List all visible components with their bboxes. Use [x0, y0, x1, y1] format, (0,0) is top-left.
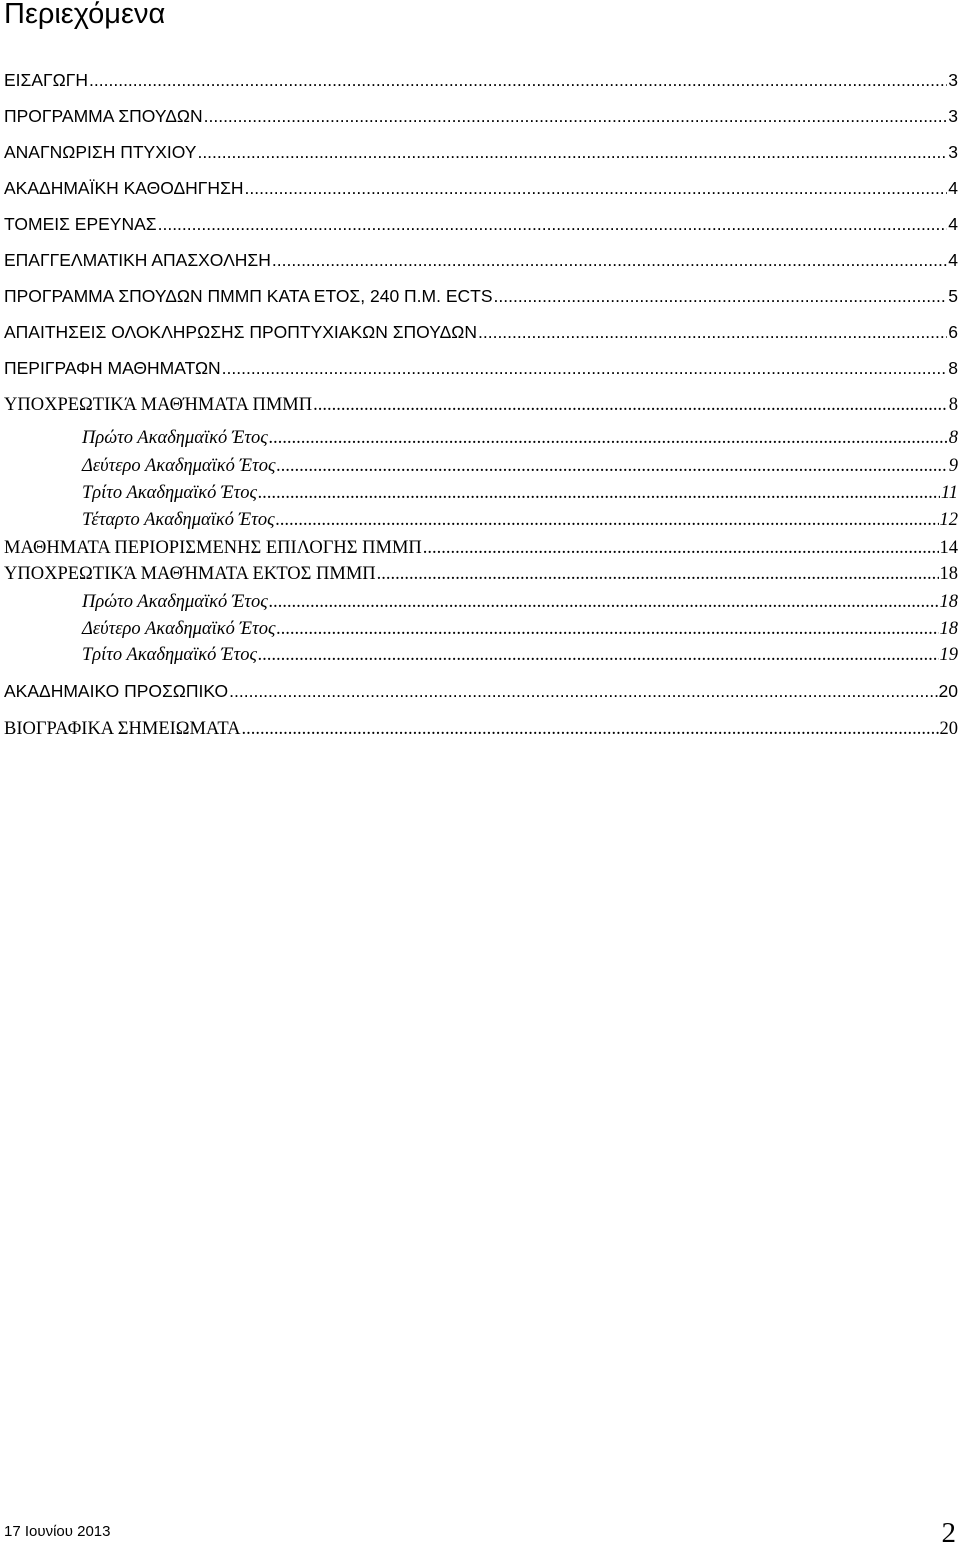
toc-dot-leader — [276, 619, 938, 640]
toc-dot-leader — [269, 428, 948, 449]
toc-dot-leader — [269, 592, 939, 613]
toc-entry-label: ΑΚΑΔΗΜΑΙΚΟ ΠΡΟΣΩΠΙΚΟ — [4, 681, 229, 701]
toc-entry-page: 6 — [948, 322, 958, 342]
toc-entry-label: ΤΟΜΕΙΣ ΕΡΕΥΝΑΣ — [4, 214, 157, 234]
toc-dot-leader — [258, 483, 940, 504]
toc-entry-label: ΕΠΑΓΓΕΛΜΑΤΙΚΗ ΑΠΑΣΧΟΛΗΣΗ — [4, 250, 271, 270]
toc-entry-label: ΑΠΑΙΤΗΣΕΙΣ ΟΛΟΚΛΗΡΩΣΗΣ ΠΡΟΠΤΥΧΙΑΚΩΝ ΣΠΟΥΔΩΝ — [4, 322, 477, 342]
toc-dot-leader — [89, 70, 947, 91]
toc-entry-label: Τρίτο Ακαδημαϊκό Έτος — [82, 645, 257, 665]
toc-entry[interactable] — [82, 619, 958, 645]
toc-entry-page: 20 — [939, 719, 958, 739]
toc-entry-page: 8 — [948, 395, 958, 415]
toc-dot-leader — [276, 510, 939, 531]
toc-entry-label: ΜΑΘΗΜΑΤΑ ΠΕΡΙΟΡΙΣΜΕΝΗΣ ΕΠΙΛΟΓΗΣ ΠΜΜΠ — [4, 538, 422, 558]
toc-entry-label: Πρώτο Ακαδημαϊκό Έτος — [82, 592, 268, 612]
toc-entry[interactable] — [4, 358, 958, 384]
toc-entry-label: ΒΙΟΓΡΑΦΙΚΑ ΣΗΜΕΙΩΜΑΤΑ — [4, 719, 241, 739]
toc-entry-page: 4 — [948, 178, 958, 198]
toc-entry[interactable] — [4, 286, 958, 312]
toc-entry[interactable] — [82, 645, 958, 671]
toc-entry-page: 8 — [948, 358, 958, 378]
toc-dot-leader — [204, 106, 948, 127]
toc-entry-label: ΠΡΟΓΡΑΜΜΑ ΣΠΟΥΔΩΝ ΠΜΜΠ ΚΑΤΑ ΕΤΟΣ, 240 Π.Μ. ECTS — [4, 286, 493, 306]
toc-entry-label: Τέταρτο Ακαδημαϊκό Έτος — [82, 510, 275, 530]
toc-entry-label: ΕΙΣΑΓΩΓΗ — [4, 70, 89, 90]
toc-dot-leader — [229, 681, 937, 702]
toc-entry-label: Τρίτο Ακαδημαϊκό Έτος — [82, 483, 257, 503]
toc-dot-leader — [158, 214, 948, 235]
toc-dot-leader — [377, 564, 939, 585]
toc-entry-page: 18 — [939, 592, 958, 612]
footer-date: 17 Ιουνίου 2013 — [4, 1523, 111, 1540]
toc-entry-page: 9 — [948, 456, 958, 476]
toc-entry-page: 12 — [939, 510, 958, 530]
toc-dot-leader — [478, 322, 947, 343]
toc-entry[interactable] — [4, 178, 958, 204]
toc-dot-leader — [222, 358, 948, 379]
toc-entry-page: 18 — [939, 619, 958, 639]
toc-dot-leader — [313, 395, 948, 416]
toc-entry-page: 19 — [939, 645, 958, 665]
toc-dot-leader — [276, 456, 947, 477]
toc-dot-leader — [494, 286, 948, 307]
toc-entry-page: 4 — [948, 250, 958, 270]
toc-entry[interactable] — [4, 106, 958, 132]
footer-page-number: 2 — [941, 1517, 956, 1549]
toc-dot-leader — [245, 178, 948, 199]
toc-entry[interactable] — [82, 510, 958, 536]
toc-entry[interactable] — [82, 428, 958, 454]
toc-entry[interactable] — [82, 483, 958, 509]
toc-entry-label: Πρώτο Ακαδημαϊκό Έτος — [82, 428, 268, 448]
toc-entry-label: ΑΝΑΓΝΩΡΙΣΗ ΠΤΥΧΙΟΥ — [4, 142, 197, 162]
toc-entry[interactable] — [4, 322, 958, 348]
toc-entry-page: 11 — [940, 483, 958, 503]
toc-entry-page: 18 — [939, 564, 958, 584]
toc-entry-label: Δεύτερο Ακαδημαϊκό Έτος — [82, 619, 276, 639]
toc-entry-label: ΥΠΟΧΡΕΩΤΙΚΆ ΜΑΘΉΜΑΤΑ ΠΜΜΠ — [4, 395, 313, 415]
toc-entry-page: 5 — [948, 286, 958, 306]
toc-entry[interactable] — [82, 456, 958, 482]
toc-entry[interactable] — [4, 70, 958, 96]
toc-entry-label: Δεύτερο Ακαδημαϊκό Έτος — [82, 456, 276, 476]
toc-entry[interactable] — [4, 538, 958, 564]
toc-entry[interactable] — [4, 214, 958, 240]
toc-entry-label: ΥΠΟΧΡΕΩΤΙΚΆ ΜΑΘΉΜΑΤΑ ΕΚΤΟΣ ΠΜΜΠ — [4, 564, 376, 584]
toc-entry-page: 14 — [939, 538, 958, 558]
toc-dot-leader — [272, 250, 947, 271]
toc-entry[interactable] — [82, 592, 958, 618]
toc-entry-page: 3 — [948, 106, 958, 126]
toc-entry[interactable] — [4, 681, 958, 707]
toc-entry-label: ΠΕΡΙΓΡΑΦΗ ΜΑΘΗΜΑΤΩΝ — [4, 358, 221, 378]
toc-entry[interactable] — [4, 250, 958, 276]
toc-dot-leader — [242, 719, 939, 740]
toc-entry-page: 3 — [948, 70, 958, 90]
toc-entry-page: 4 — [948, 214, 958, 234]
toc-dot-leader — [258, 645, 939, 666]
toc-dot-leader — [197, 142, 947, 163]
toc-entry[interactable] — [4, 564, 958, 590]
toc-entry[interactable] — [4, 395, 958, 421]
toc-entry[interactable] — [4, 142, 958, 168]
toc-entry-page: 3 — [948, 142, 958, 162]
page-title: Περιεχόμενα — [4, 0, 166, 30]
toc-entry[interactable] — [4, 719, 958, 745]
toc-entry-page: 20 — [938, 681, 958, 701]
toc-entry-page: 8 — [948, 428, 958, 448]
toc-entry-label: ΠΡΟΓΡΑΜΜΑ ΣΠΟΥΔΩΝ — [4, 106, 203, 126]
toc-entry-label: ΑΚΑΔΗΜΑΪΚΗ ΚΑΘΟΔΗΓΗΣΗ — [4, 178, 244, 198]
toc-dot-leader — [423, 538, 939, 559]
